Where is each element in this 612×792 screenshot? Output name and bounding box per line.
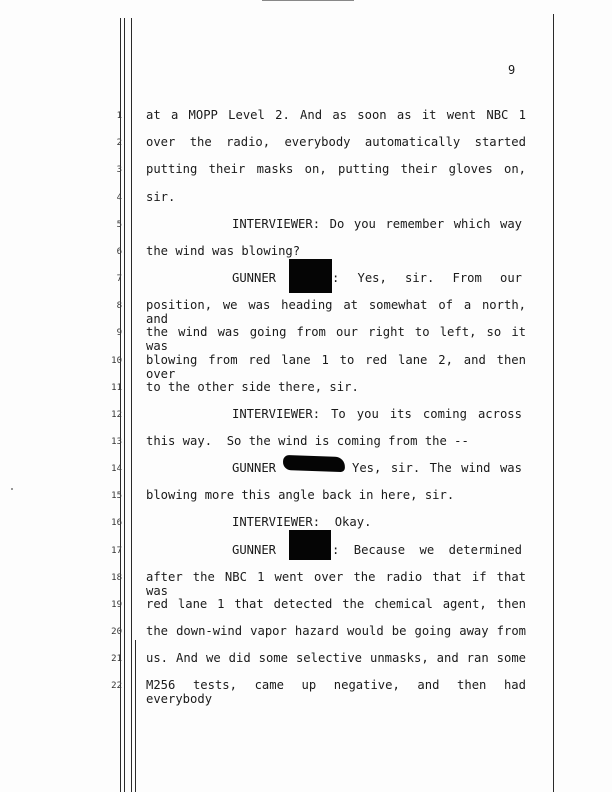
line-number: 21 <box>111 654 122 664</box>
transcript-line-20: the down-wind vapor hazard would be going away from <box>146 624 526 638</box>
transcript-line-18: after the NBC 1 went over the radio that if that was <box>146 570 526 598</box>
right-margin-rule <box>553 14 554 792</box>
redaction-blob <box>283 455 345 472</box>
line-number: 15 <box>111 491 122 501</box>
line-number: 17 <box>111 546 122 556</box>
transcript-line-5: INTERVIEWER: Do you remember which way <box>232 217 522 231</box>
redaction-box <box>289 530 331 560</box>
line-number: 7 <box>116 274 122 284</box>
transcript-line-13: this way. So the wind is coming from the -- <box>146 434 469 448</box>
line-number: 19 <box>111 600 122 610</box>
transcript-line-16: INTERVIEWER: Okay. <box>232 515 372 529</box>
transcript-line-7-text: : Yes, sir. From our <box>332 271 522 285</box>
speaker-label-gunner: GUNNER <box>232 271 277 285</box>
line-number: 18 <box>111 573 122 583</box>
transcript-line-15: blowing more this angle back in here, sir. <box>146 488 455 502</box>
line-number: 3 <box>116 165 122 175</box>
transcript-line-2: over the radio, everybody automatically started <box>146 135 526 149</box>
transcript-line-14-text: Yes, sir. The wind was <box>352 461 522 475</box>
line-number: 9 <box>116 328 122 338</box>
left-margin-rule-inner <box>124 18 125 792</box>
line-number: 11 <box>111 383 122 393</box>
transcript-line-21: us. And we did some selective unmasks, and ran some <box>146 651 526 665</box>
scan-speck <box>11 488 13 490</box>
transcript-line-1: at a MOPP Level 2. And as soon as it went NBC 1 <box>146 108 526 122</box>
line-number: 5 <box>116 220 122 230</box>
redaction-box <box>289 259 332 293</box>
speaker-label-gunner: GUNNER <box>232 461 277 475</box>
transcript-line-4: sir. <box>146 190 176 204</box>
transcript-line-12: INTERVIEWER: To you its coming across <box>232 407 522 421</box>
transcript-line-8: position, we was heading at somewhat of a north, and <box>146 298 526 326</box>
transcript-line-3: putting their masks on, putting their gloves on, <box>146 162 526 176</box>
top-edge-mark <box>262 0 354 1</box>
line-number: 16 <box>111 518 122 528</box>
left-margin-rule-extra2 <box>135 640 136 792</box>
line-number: 4 <box>116 193 122 203</box>
line-number: 20 <box>111 627 122 637</box>
speaker-label-gunner: GUNNER <box>232 543 277 557</box>
line-number: 2 <box>116 138 122 148</box>
left-margin-rule-outer <box>120 18 121 792</box>
line-number: 22 <box>111 681 122 691</box>
line-number: 1 <box>116 111 122 121</box>
line-number: 14 <box>111 464 122 474</box>
transcript-line-6: the wind was blowing? <box>146 244 301 258</box>
line-number: 10 <box>111 356 122 366</box>
transcript-line-22: M256 tests, came up negative, and then had everybody <box>146 678 526 706</box>
line-number: 12 <box>111 410 122 420</box>
transcript-line-17-text: : Because we determined <box>332 543 522 557</box>
transcript-line-9: the wind was going from our right to left, so it was <box>146 325 526 353</box>
transcript-line-19: red lane 1 that detected the chemical agent, then <box>146 597 526 611</box>
transcript-line-10: blowing from red lane 1 to red lane 2, and then over <box>146 353 526 381</box>
left-margin-rule-extra <box>131 18 132 792</box>
page-number: 9 <box>508 63 516 77</box>
transcript-line-11: to the other side there, sir. <box>146 380 359 394</box>
line-number: 6 <box>116 247 122 257</box>
line-number: 13 <box>111 437 122 447</box>
line-number: 8 <box>116 301 122 311</box>
